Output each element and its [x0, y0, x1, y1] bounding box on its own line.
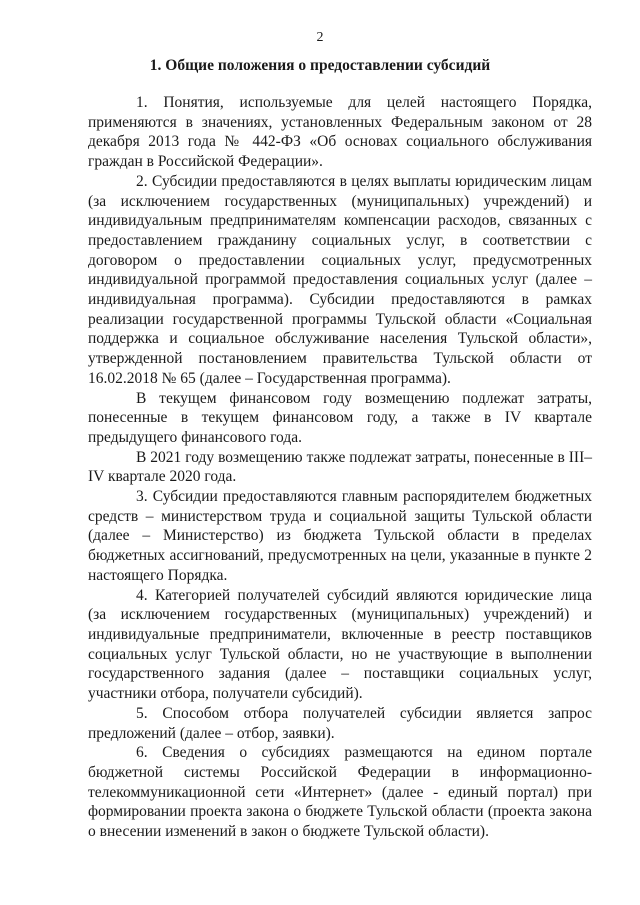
document-body	[88, 93, 592, 842]
paragraph-5: 5. Способом отбора получателей субсидии является запрос предложений (далее – отбор, заявки).	[88, 704, 592, 742]
page-number: 2	[316, 30, 324, 45]
paragraph-2-continued-b: В 2021 году возмещению также подлежат затраты, понесенные в III–IV квартале 2020 года.	[88, 448, 592, 486]
paragraph-3: 3. Субсидии предоставляются главным распорядителем бюджетных средств – министерством труда и социальной защиты Тульской области (далее – Министерство) из бюджета Тульской области в пределах бюджетных ассигнований, предусмотренных на цели, указанные в пункте 2 настоящего Порядка.	[88, 488, 592, 584]
paragraph-2-continued-a: В текущем финансовом году возмещению подлежат затраты, понесенные в текущем финансовом году, а также в IV квартале предыдущего финансового года.	[88, 389, 592, 446]
paragraph-2: 2. Субсидии предоставляются в целях выплаты юридическим лицам (за исключением государственных (муниципальных) учреждений) и индивидуальным предпринимателям компенсации расходов, связанных с предоставлением гражданину социальных услуг, в соответствии с договором о предоставлении социальных услуг, предусмотренных индивидуальной программой предоставления социальных услуг (далее – индивидуальная программа). Субсидии предоставляются в рамках реализации государственной программы Тульской области «Социальная поддержка и социальное обслуживание населения Тульской области», утвержденной постановлением правительства Тульской области от 16.02.2018 № 65 (далее – Государственная программа).	[88, 172, 592, 387]
paragraph-4: 4. Категорией получателей субсидий являются юридические лица (за исключением государственных (муниципальных) учреждений) и индивидуальные предприниматели, включенные в реестр поставщиков социальных услуг Тульской области, но не участвующие в выполнении государственного задания (далее – поставщики социальных услуг, участники отбора, получатели субсидий).	[88, 586, 592, 703]
paragraph-6: 6. Сведения о субсидиях размещаются на едином портале бюджетной системы Российской Федерации в информационно-телекоммуникационной сети «Интернет» (далее - единый портал) при формировании проекта закона о бюджете Тульской области (проекта закона о внесении изменений в закон о бюджете Тульской области).	[88, 744, 592, 841]
paragraph-1: 1. Понятия, используемые для целей настоящего Порядка, применяются в значениях, установленных Федеральным законом от 28 декабря 2013 года № 442-ФЗ «Об основах социального обслуживания граждан в Российской Федерации».	[88, 94, 592, 171]
section-title: 1. Общие положения о предоставлении субсидий	[149, 57, 491, 74]
